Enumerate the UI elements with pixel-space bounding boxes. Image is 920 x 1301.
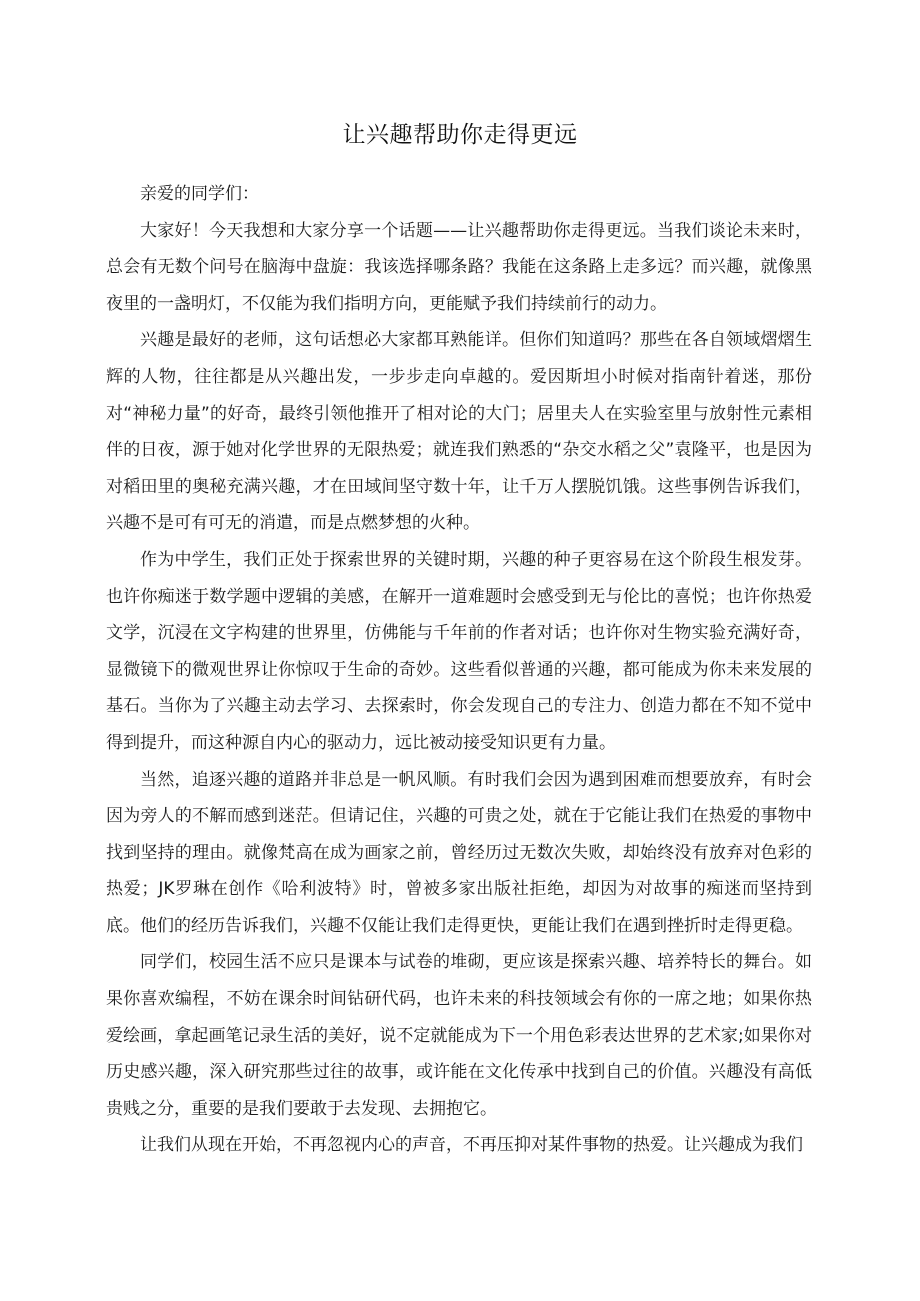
document-title: 让兴趣帮助你走得更远 <box>342 122 578 148</box>
paragraph-4: 当然，追逐兴趣的道路并非总是一帆风顺。有时我们会因为遇到困难而想要放弃，有时会因为旁人的不解而感到迷茫。但请记住，兴趣的可贵之处，就在于它能让我们在热爱的事物中找到坚持的理由。就像梵高在成为画家之前，曾经历过无数次失败，却始终没有放弃对色彩的热爱；JK罗琳在创作《哈利波特》时，曾被多家出版社拒绝，却因为对故事的痴迷而坚持到底。他们的经历告诉我们，兴趣不仅能让我们走得更快，更能让我们在遇到挫折时走得更稳。 <box>106 769 812 936</box>
paragraph-1: 大家好！今天我想和大家分享一个话题——让兴趣帮助你走得更远。当我们谈论未来时，总会有无数个问号在脑海中盘旋：我该选择哪条路？我能在这条路上走多远？而兴趣，就像黑夜里的一盏明灯，不仅能为我们指明方向，更能赋予我们持续前行的动力。 <box>106 220 812 314</box>
salutation: 亲爱的同学们： <box>140 184 259 204</box>
paragraph-6: 让我们从现在开始，不再忽视内心的声音，不再压抑对某件事物的热爱。让兴趣成为我们 <box>140 1135 803 1156</box>
paragraph-5: 同学们，校园生活不应只是课本与试卷的堆砌，更应该是探索兴趣、培养特长的舞台。如果你喜欢编程，不妨在课余时间钻研代码，也许未来的科技领域会有你的一席之地；如果你热爱绘画，拿起画笔记录生活的美好，说不定就能成为下一个用色彩表达世界的艺术家;如果你对历史感兴趣，深入研究那些过往的故事，或许能在文化传承中找到自己的价值。兴趣没有高低贵贱之分，重要的是我们要敢于去发现、去拥抱它。 <box>106 952 812 1119</box>
document-body <box>106 176 812 1164</box>
paragraph-3: 作为中学生，我们正处于探索世界的关键时期，兴趣的种子更容易在这个阶段生根发芽。也许你痴迷于数学题中逻辑的美感，在解开一道难题时会感受到无与伦比的喜悦；也许你热爱文学，沉浸在文字构建的世界里，仿佛能与千年前的作者对话；也许你对生物实验充满好奇，显微镜下的微观世界让你惊叹于生命的奇妙。这些看似普通的兴趣，都可能成为你未来发展的基石。当你为了兴趣主动去学习、去探索时，你会发现自己的专注力、创造力都在不知不觉中得到提升，而这种源自内心的驱动力，远比被动接受知识更有力量。 <box>106 549 812 753</box>
paragraph-2: 兴趣是最好的老师，这句话想必大家都耳熟能详。但你们知道吗？那些在各自领域熠熠生辉的人物，往往都是从兴趣出发，一步步走向卓越的。爱因斯坦小时候对指南针着迷，那份对“神秘力量”的好奇，最终引领他推开了相对论的大门；居里夫人在实验室里与放射性元素相伴的日夜，源于她对化学世界的无限热爱；就连我们熟悉的“杂交水稻之父”袁隆平，也是因为对稻田里的奥秘充满兴趣，才在田域间坚守数十年，让千万人摆脱饥饿。这些事例告诉我们，兴趣不是可有可无的消遣，而是点燃梦想的火种。 <box>106 330 812 534</box>
